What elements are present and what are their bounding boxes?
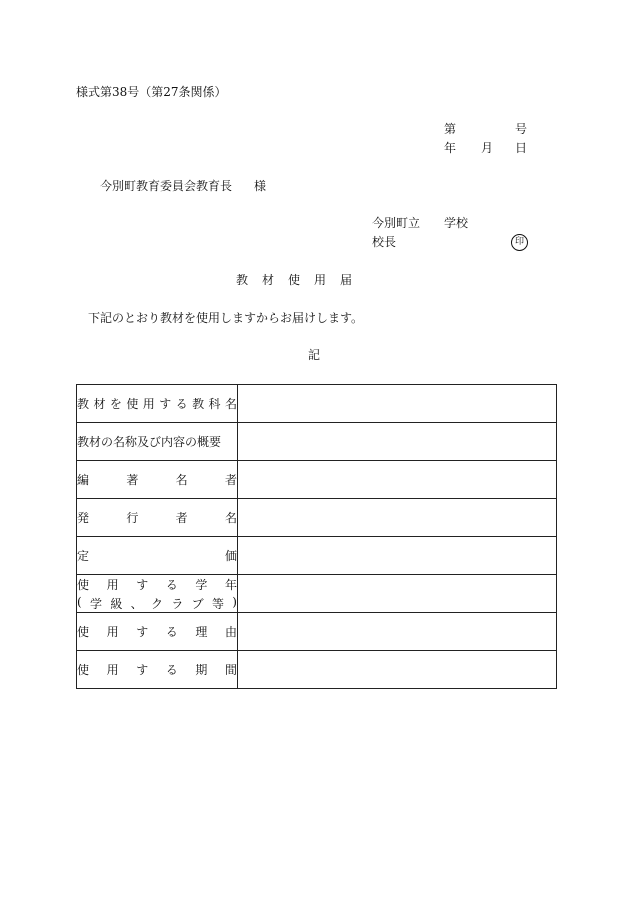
date-year: 年: [444, 141, 457, 155]
label-cell: [77, 423, 238, 461]
table-row: [77, 499, 557, 537]
addressee-honorific: 様: [254, 179, 267, 193]
addressee-name: 今別町教育委員会教育長: [100, 179, 233, 193]
form-number: 様式第38号（第27条関係）: [76, 85, 227, 99]
date-day: 日: [515, 141, 528, 155]
author-value[interactable]: [238, 461, 557, 499]
publisher-value[interactable]: [238, 499, 557, 537]
form-table: [76, 384, 557, 689]
label-cell: [77, 575, 238, 613]
label-cell: [77, 651, 238, 689]
row-label-material-name: 教材の名称及び内容の概要: [77, 435, 222, 449]
row-label-reason: 使 用 す る 理 由: [77, 625, 237, 639]
period-value[interactable]: [238, 651, 557, 689]
reason-value[interactable]: [238, 613, 557, 651]
grade-value[interactable]: [238, 575, 557, 613]
sender-school-prefix: 今別町立: [372, 216, 421, 230]
label-cell: [77, 537, 238, 575]
date-month: 月: [481, 141, 494, 155]
label-cell: [77, 613, 238, 651]
row-label-grade: 使 用 す る 学 年: [77, 577, 237, 592]
label-cell: [77, 461, 238, 499]
table-row: [77, 537, 557, 575]
row-label-price: 定 価: [77, 549, 237, 563]
sender-school-suffix: 学校: [444, 216, 469, 230]
table-row: [77, 423, 557, 461]
table-row: [77, 575, 557, 613]
doc-number-prefix: 第: [444, 122, 457, 136]
table-row: [77, 385, 557, 423]
table-row: [77, 613, 557, 651]
row-label-grade-detail: ( 学 級 、 ク ラ ブ 等 ): [77, 594, 237, 611]
label-cell: [77, 499, 238, 537]
principal-label: 校長: [372, 235, 397, 249]
label-cell: [77, 385, 238, 423]
intro-text: 下記のとおり教材を使用しますからお届けします。: [88, 311, 364, 325]
row-label-period: 使 用 す る 期 間: [77, 663, 237, 677]
seal-mark: 印: [511, 234, 528, 251]
row-label-author: 編 著 名 者: [77, 473, 237, 487]
subject-value[interactable]: [238, 385, 557, 423]
price-value[interactable]: [238, 537, 557, 575]
table-row: [77, 651, 557, 689]
document-title: 教 材 使 用 届: [236, 273, 354, 287]
table-row: [77, 461, 557, 499]
material-name-value[interactable]: [238, 423, 557, 461]
row-label-publisher: 発 行 者 名: [77, 511, 237, 525]
ki-heading: 記: [308, 348, 321, 362]
row-label-subject: 教 材 を 使 用 す る 教 科 名: [77, 397, 237, 411]
doc-number-suffix: 号: [515, 122, 528, 136]
